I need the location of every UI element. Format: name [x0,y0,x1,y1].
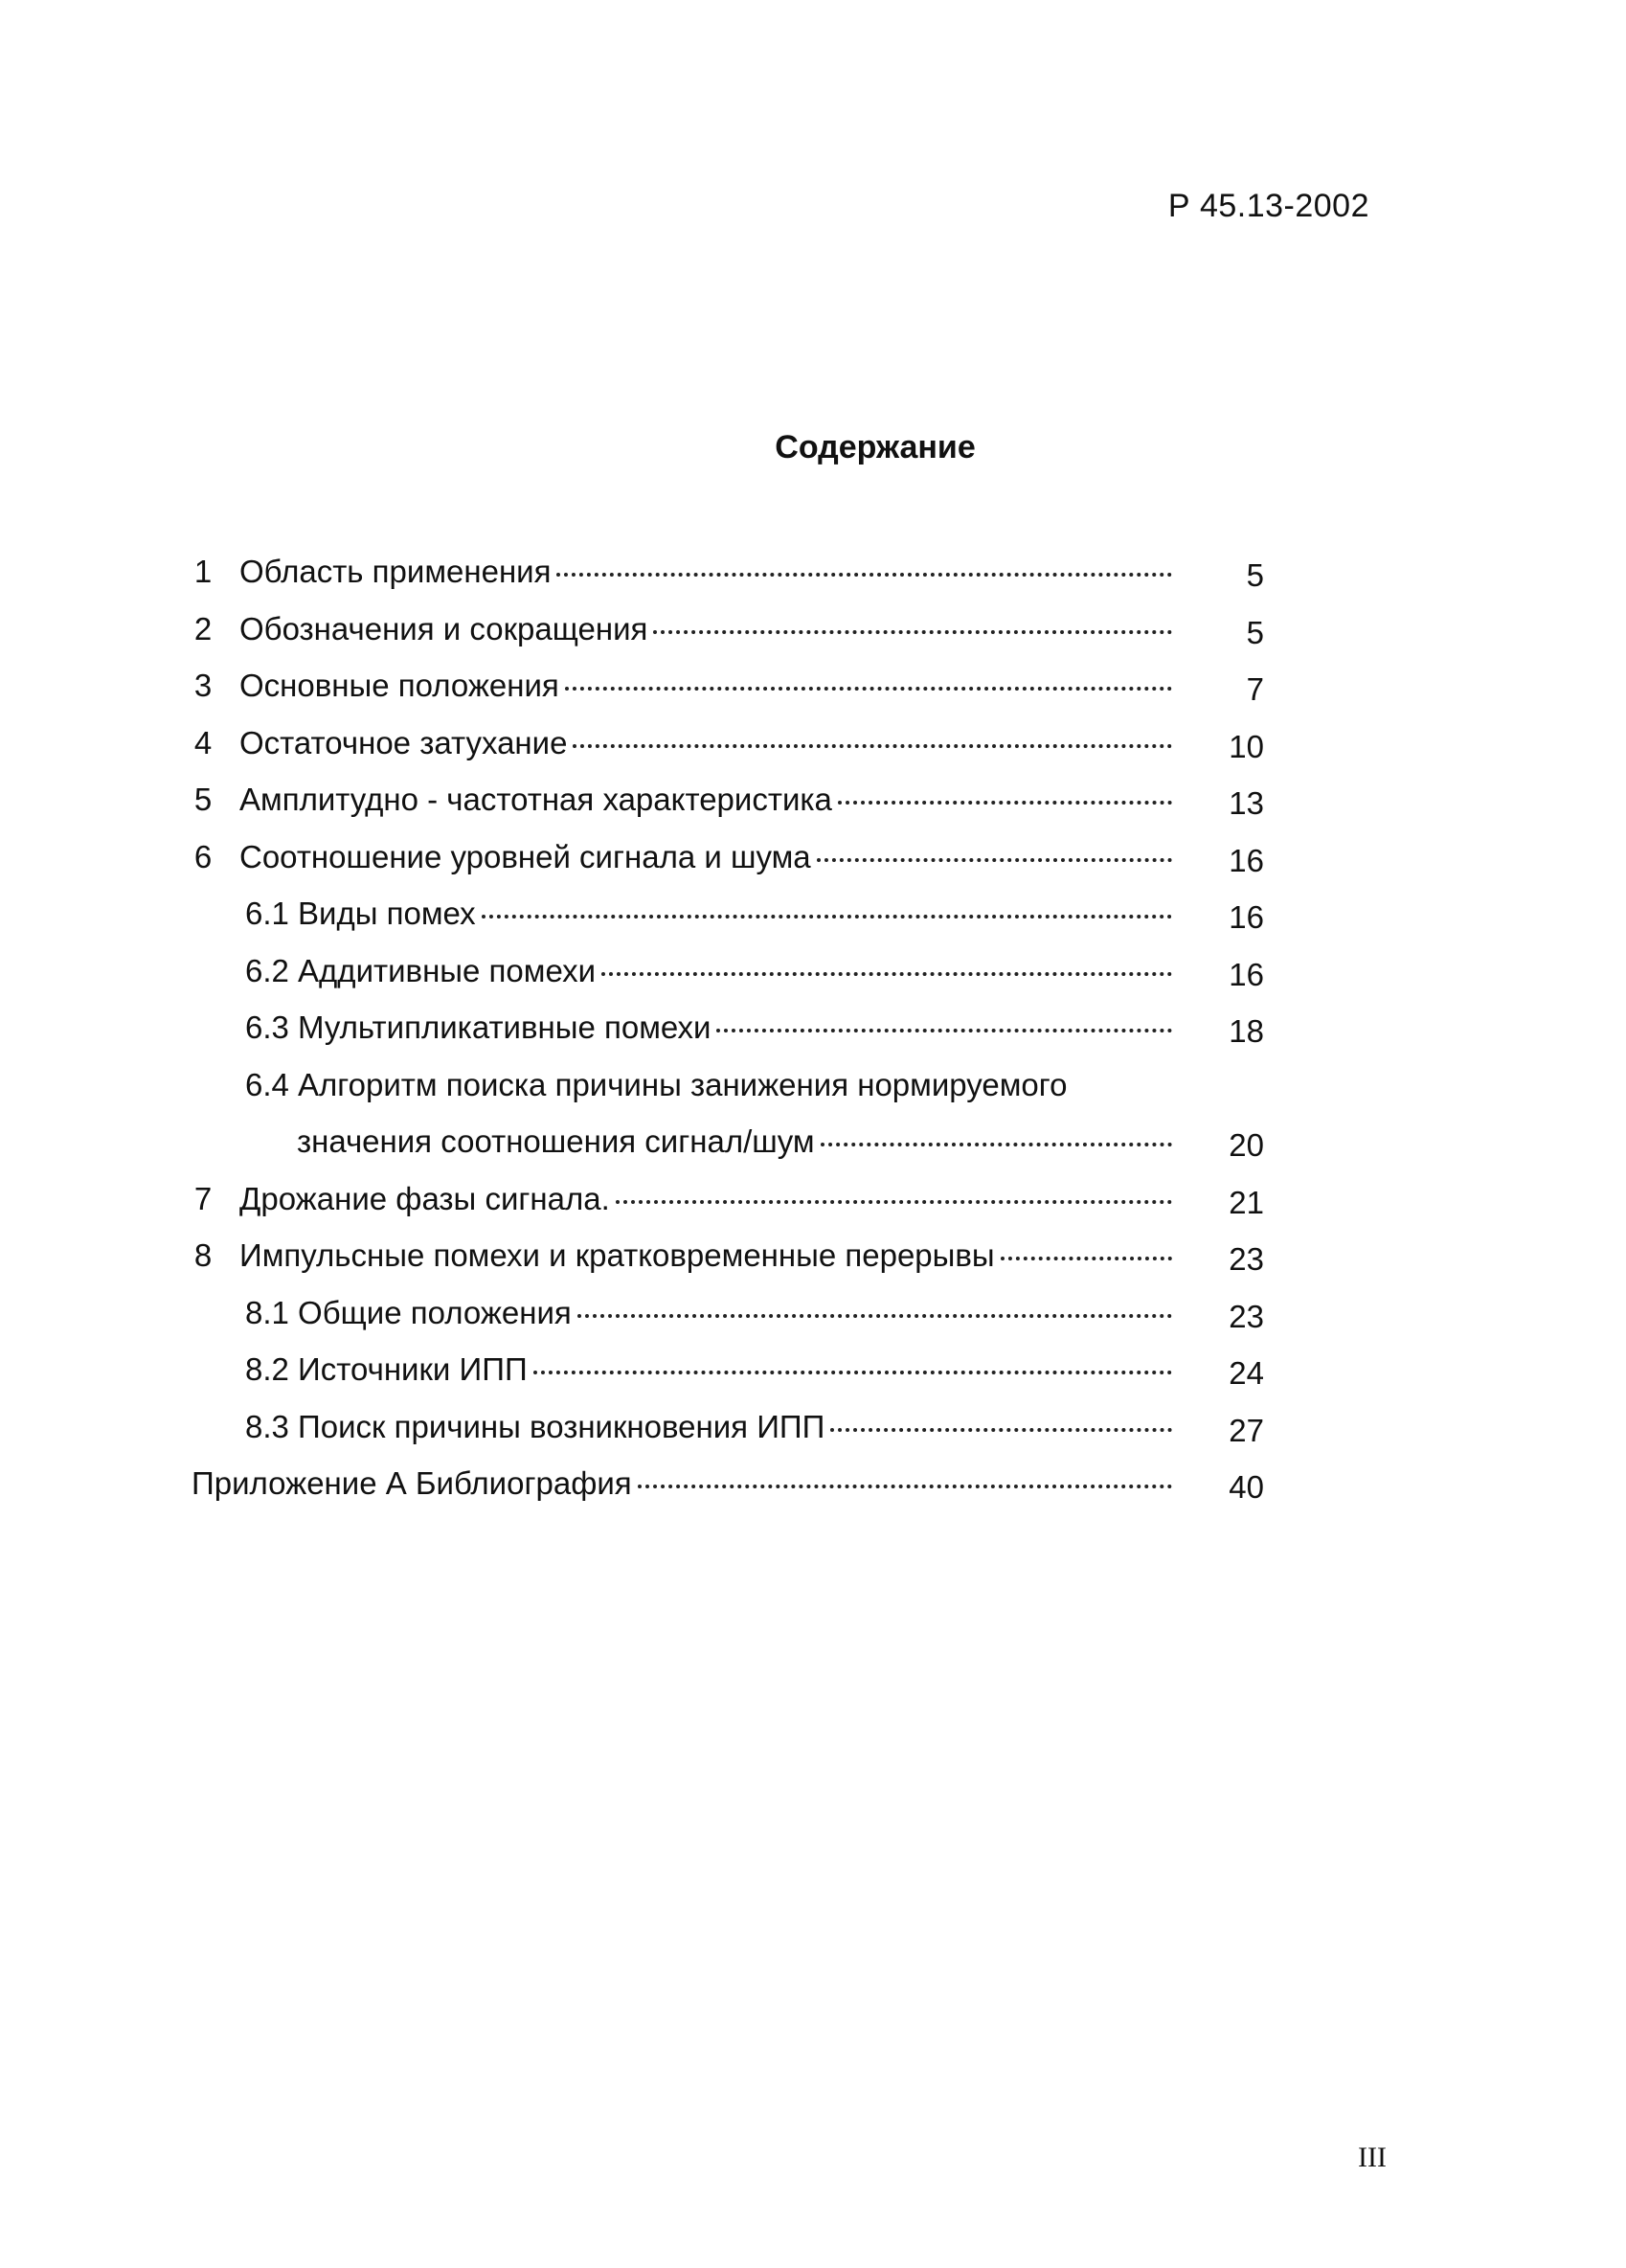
toc-leader-dots [821,1143,1172,1146]
toc-entry[interactable] [192,831,1264,889]
toc-entry-label: Соотношение уровней сигнала и шума [239,838,811,874]
toc-entry-label: Дрожание фазы сигнала. [239,1180,610,1216]
toc-entry[interactable] [192,660,1264,717]
toc-leader-dots [838,801,1172,805]
toc-entry-label: 6.4 Алгоритм поиска причины занижения нормируемого [245,1066,1068,1102]
toc-entry-page: 23 [1229,1298,1264,1334]
toc-leader-dots [830,1428,1172,1432]
toc-entry[interactable] [192,717,1264,775]
toc-leader-dots [1001,1257,1172,1260]
toc-entry[interactable] [192,1116,1264,1173]
toc-entry-label: значения соотношения сигнал/шум [297,1123,815,1159]
toc-entry-label: 8.3 Поиск причины возникновения ИПП [245,1408,825,1444]
toc-leader-dots [817,858,1172,862]
toc-entry-page: 16 [1229,899,1264,935]
toc-entry-page: 10 [1229,728,1264,764]
toc-entry[interactable] [192,945,1264,1003]
toc-entry-page: 7 [1246,671,1264,707]
toc-leader-dots [573,744,1172,748]
toc-entry-label: Основные положения [239,668,559,703]
toc-leader-dots [577,1314,1172,1318]
toc-entry-page: 16 [1229,842,1264,878]
toc-entry-label: Область применения [239,554,552,589]
toc-entry-number: 8 [193,1237,213,1273]
toc-entry-label: 8.2 Источники ИПП [245,1351,528,1387]
toc-entry[interactable] [192,1287,1264,1345]
table-of-contents [192,546,1264,1515]
toc-entry[interactable] [192,1230,1264,1287]
toc-leader-dots [533,1371,1172,1374]
toc-entry-number: 3 [193,668,213,703]
toc-entry[interactable] [192,1173,1264,1231]
toc-entry-number: 5 [193,782,213,817]
toc-entry-page: 21 [1229,1184,1264,1220]
toc-leader-dots [556,573,1172,577]
toc-entry-label: 6.3 Мультипликативные помехи [245,1009,711,1045]
toc-entry-page: 24 [1229,1355,1264,1391]
toc-entry-page: 13 [1229,785,1264,821]
toc-entry-page: 27 [1229,1412,1264,1448]
toc-entry-page: 40 [1229,1469,1264,1505]
toc-entry-label: 6.2 Аддитивные помехи [245,952,597,988]
toc-leader-dots [653,630,1172,634]
toc-entry[interactable] [192,1344,1264,1401]
toc-entry-label: Приложение А Библиография [192,1465,632,1501]
toc-entry-number: 6 [193,838,213,874]
toc-entry-page: 18 [1229,1013,1264,1049]
toc-title: Содержание [775,429,976,465]
toc-entry-label: 6.1 Виды помех [245,896,476,931]
toc-entry[interactable] [192,603,1264,661]
toc-entry-page: 16 [1229,956,1264,992]
toc-entry-page: 23 [1229,1241,1264,1277]
toc-leader-dots [482,915,1172,919]
toc-leader-dots [565,687,1172,691]
toc-entry[interactable] [192,1059,1264,1117]
toc-entry[interactable] [192,774,1264,831]
toc-entry-number: 1 [193,554,213,589]
toc-leader-dots [616,1200,1172,1204]
toc-entry-number: 4 [193,724,213,760]
toc-leader-dots [638,1485,1172,1488]
page-number: III [1358,2142,1387,2173]
toc-entry[interactable] [192,546,1264,603]
toc-entry-number: 2 [193,610,213,646]
toc-entry-page: 20 [1229,1127,1264,1163]
toc-entry[interactable] [192,1401,1264,1459]
toc-leader-dots [716,1029,1172,1032]
toc-entry-label: Остаточное затухание [239,724,568,760]
toc-entry-page: 5 [1246,614,1264,650]
toc-entry-label: Импульсные помехи и кратковременные перерывы [239,1237,995,1273]
toc-entry-number: 7 [193,1180,213,1216]
toc-leader-dots [601,972,1172,976]
toc-entry-page: 5 [1246,557,1264,593]
toc-entry-label: Обозначения и сокращения [239,610,648,646]
toc-entry-label: 8.1 Общие положения [245,1294,572,1330]
document-code: Р 45.13-2002 [1167,188,1369,224]
toc-entry[interactable] [192,1002,1264,1059]
toc-entry[interactable] [192,1458,1264,1515]
toc-entry-label: Амплитудно - частотная характеристика [239,782,832,817]
toc-entry[interactable] [192,888,1264,945]
